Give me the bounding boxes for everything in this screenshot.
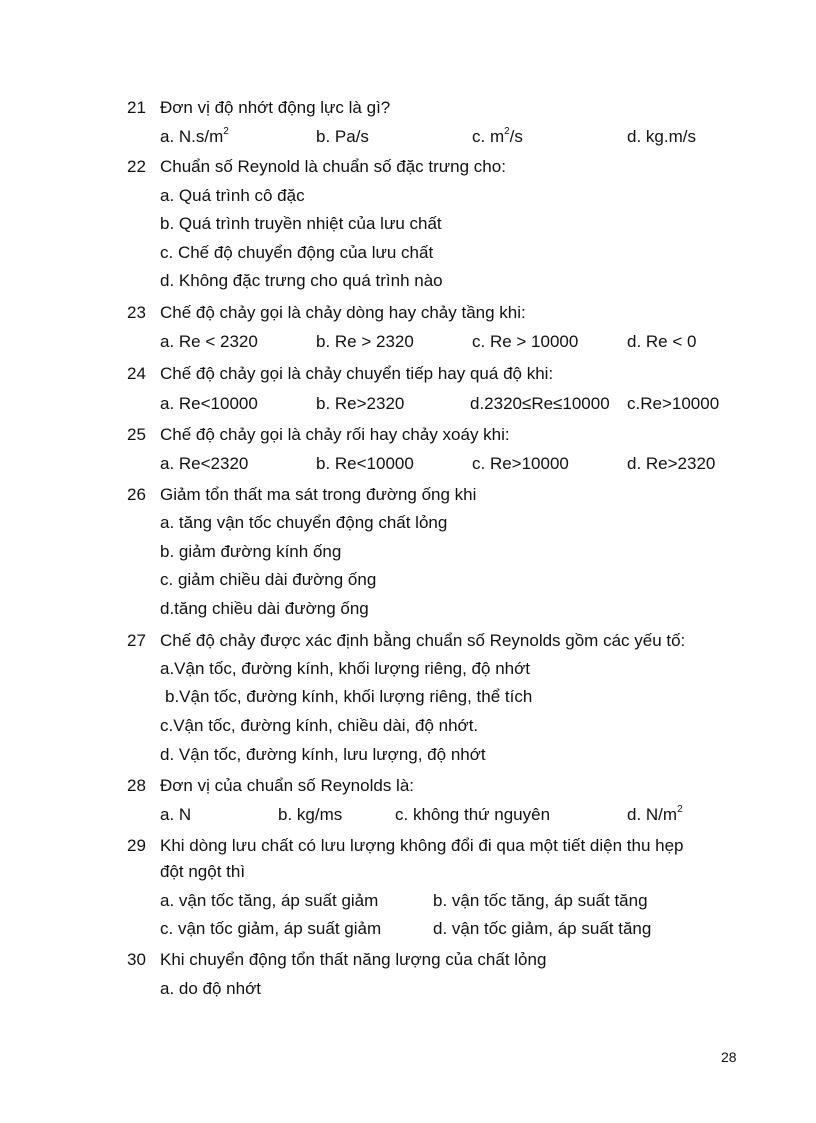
option-d: d. Vận tốc, đường kính, lưu lượng, độ nhớt xyxy=(160,745,486,764)
option-a: a. N xyxy=(160,805,192,824)
question-number: 21 xyxy=(127,98,146,117)
option-c: c. Re>10000 xyxy=(472,454,569,473)
question-text: Khi chuyển động tổn thất năng lượng của chất lỏng xyxy=(160,950,547,969)
question-text: Đơn vị độ nhớt động lực là gì? xyxy=(160,98,391,117)
question-23 xyxy=(127,303,526,323)
question-22 xyxy=(127,157,506,177)
question-number: 23 xyxy=(127,303,146,322)
question-text: Chuẩn số Reynold là chuẩn số đặc trưng cho: xyxy=(160,157,506,176)
option-a: a.Vận tốc, đường kính, khối lượng riêng, độ nhớt xyxy=(160,659,530,678)
question-26 xyxy=(127,485,476,505)
option-c: c.Vận tốc, đường kính, chiều dài, độ nhớt. xyxy=(160,716,479,735)
question-number: 24 xyxy=(127,364,146,383)
option-a: a. do độ nhớt xyxy=(160,979,261,998)
option-b: b. Re > 2320 xyxy=(316,332,414,351)
option-c: c. Re > 10000 xyxy=(472,332,579,351)
option-d: d. kg.m/s xyxy=(627,127,696,146)
option-d: d. Re < 0 xyxy=(627,332,697,351)
question-text: Giảm tổn thất ma sát trong đường ống khi xyxy=(160,485,477,504)
question-number: 25 xyxy=(127,425,146,444)
page-number: 28 xyxy=(721,1049,737,1065)
option-d: d. Re>2320 xyxy=(627,454,716,473)
option-c: c. $m^2/s$ xyxy=(472,126,523,146)
question-text: Đơn vị của chuẩn số Reynolds là: xyxy=(160,776,415,795)
option-a: a. $N.s/m^2$ xyxy=(160,126,229,146)
option-a: a. Re<10000 xyxy=(160,394,258,413)
option-a: a. vận tốc tăng, áp suất giảm xyxy=(160,891,379,910)
question-25 xyxy=(127,425,510,445)
option-c: c. Chế độ chuyển động của lưu chất xyxy=(160,243,434,262)
option-c: c. giảm chiều dài đường ống xyxy=(160,570,377,589)
option-b: b. Re>2320 xyxy=(316,394,405,413)
option-b: b. kg/ms xyxy=(278,805,343,824)
option-b: b. Pa/s xyxy=(316,127,369,146)
option-b: b. giảm đường kính ống xyxy=(160,542,342,561)
question-29 xyxy=(127,836,684,856)
question-28 xyxy=(127,776,414,796)
question-24 xyxy=(127,364,553,384)
question-number: 30 xyxy=(127,950,146,969)
question-number: 22 xyxy=(127,157,146,176)
question-number: 27 xyxy=(127,631,146,650)
option-b: b. vận tốc tăng, áp suất tăng xyxy=(433,891,648,910)
question-text: Khi dòng lưu chất có lưu lượng không đổi đi qua một tiết diện thu hẹp xyxy=(160,836,684,855)
question-27 xyxy=(127,631,685,651)
question-number: 28 xyxy=(127,776,146,795)
question-number: 26 xyxy=(127,485,146,504)
option-d: d.tăng chiều dài đường ống xyxy=(160,599,369,618)
question-text: Chế độ chảy gọi là chảy chuyển tiếp hay quá độ khi: xyxy=(160,364,554,383)
option-a: a. Re<2320 xyxy=(160,454,249,473)
option-c: c.Re>10000 xyxy=(627,394,720,413)
option-d: d. Không đặc trưng cho quá trình nào xyxy=(160,271,443,290)
option-d: d.2320≤Re≤10000 xyxy=(470,394,610,413)
option-a: a. Re < 2320 xyxy=(160,332,258,351)
option-b: b.Vận tốc, đường kính, khối lượng riêng, thể tích xyxy=(165,687,533,706)
option-b: b. Quá trình truyền nhiệt của lưu chất xyxy=(160,214,442,233)
question-text: Chế độ chảy gọi là chảy dòng hay chảy tầng khi: xyxy=(160,303,526,322)
question-text: Chế độ chảy gọi là chảy rối hay chảy xoáy khi: xyxy=(160,425,510,444)
question-text-continued: đột ngột thì xyxy=(160,862,246,881)
option-d: d. $N/m^2$ xyxy=(627,804,683,824)
option-c: c. vận tốc giảm, áp suất giảm xyxy=(160,919,382,938)
question-number: 29 xyxy=(127,836,146,855)
question-21 xyxy=(127,98,390,118)
option-a: a. Quá trình cô đặc xyxy=(160,186,305,205)
option-c: c. không thứ nguyên xyxy=(395,805,551,824)
question-text: Chế độ chảy được xác định bằng chuẩn số Reynolds gồm các yếu tố: xyxy=(160,631,686,650)
option-b: b. Re<10000 xyxy=(316,454,414,473)
option-d: d. vận tốc giảm, áp suất tăng xyxy=(433,919,652,938)
question-30 xyxy=(127,950,546,970)
option-a: a. tăng vận tốc chuyển động chất lỏng xyxy=(160,513,448,532)
